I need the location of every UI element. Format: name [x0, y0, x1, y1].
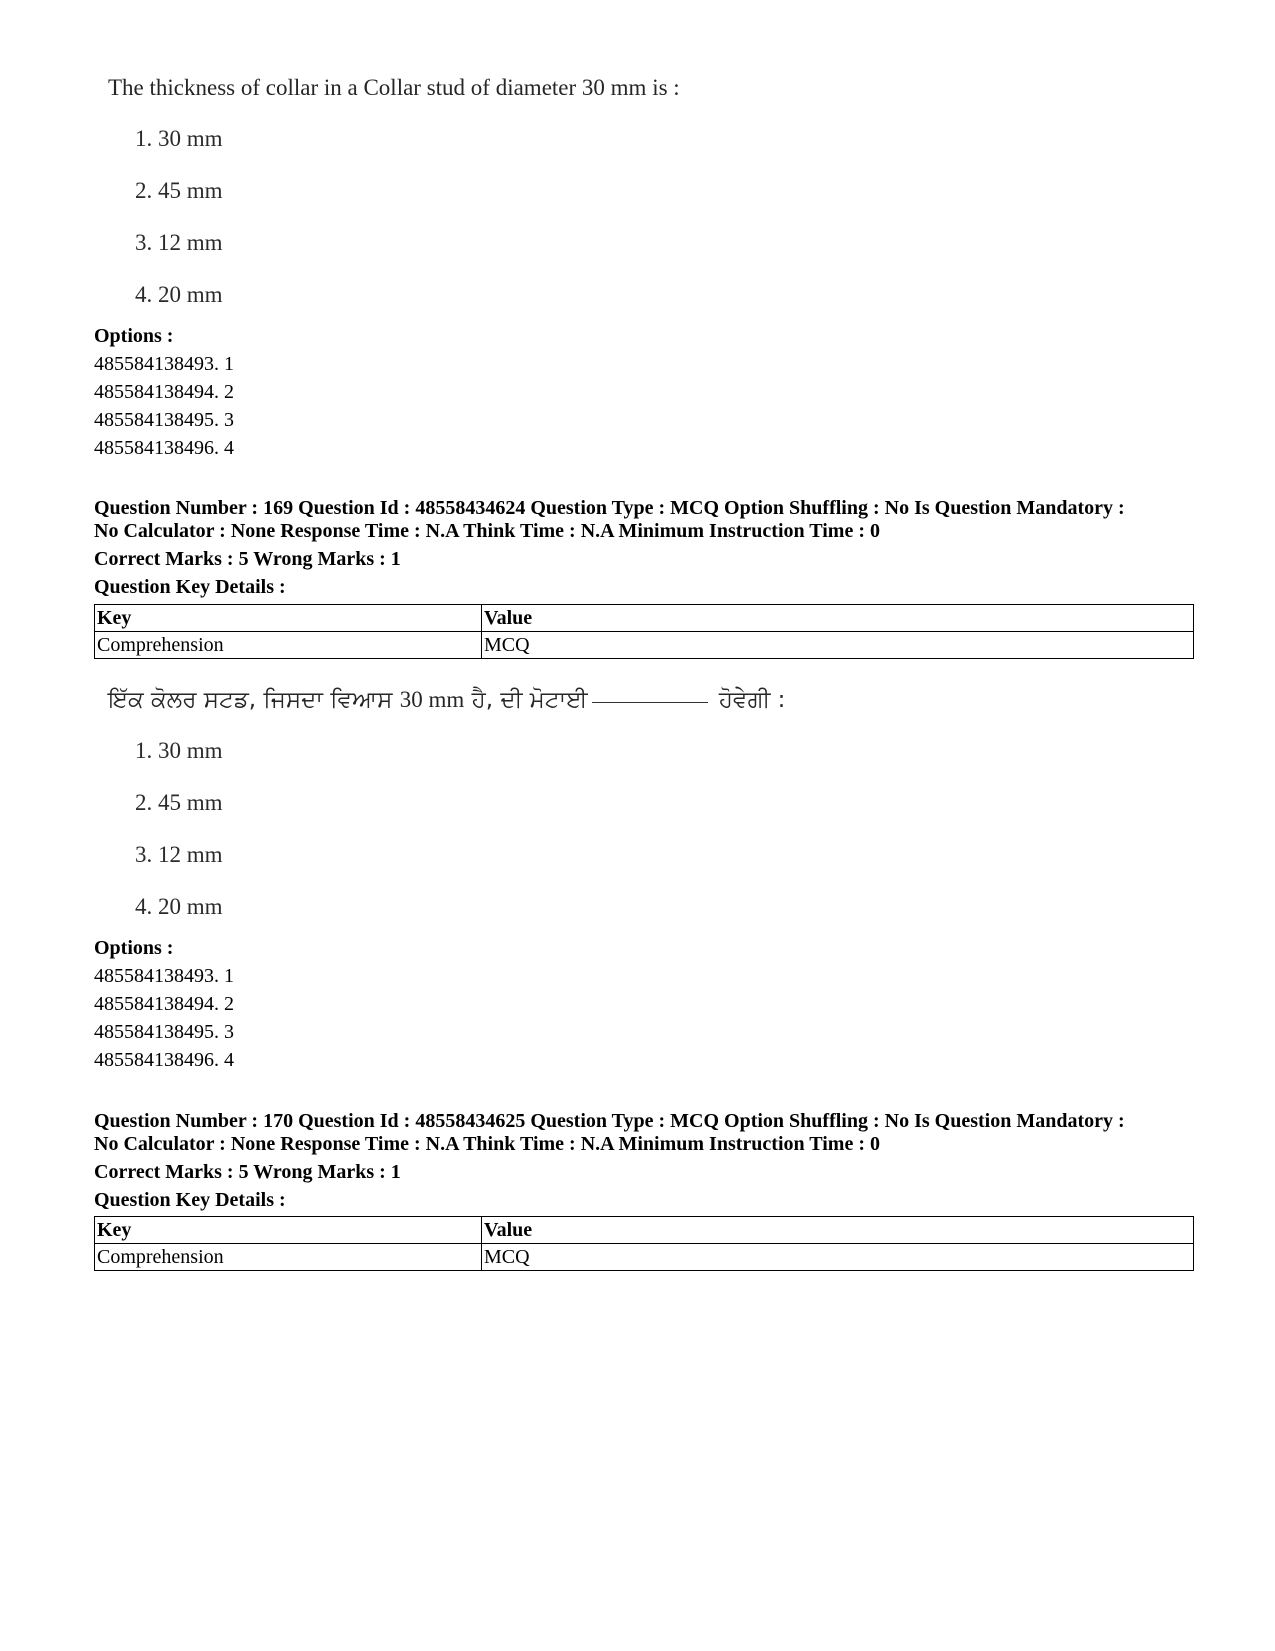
key-details-label: Question Key Details :: [94, 576, 286, 598]
choice-item: 2. 45 mm: [135, 790, 223, 815]
answer-blank: [592, 702, 708, 703]
options-label: Options :: [94, 937, 174, 959]
choice-item: 1. 30 mm: [135, 126, 223, 151]
question-meta: [94, 1110, 1204, 1214]
choice-item: 3. 12 mm: [135, 230, 223, 255]
table-header-key: Key: [95, 1217, 482, 1244]
options-list: [94, 934, 1204, 1074]
question-stem-text: ਹੋਵੇਗੀ :: [718, 687, 786, 713]
options-label: Options :: [94, 325, 174, 347]
choice-item: 1. 30 mm: [135, 738, 223, 763]
choice-item: 2. 45 mm: [135, 178, 223, 203]
question-meta: [94, 497, 1204, 601]
question-key-table: [94, 604, 1194, 659]
question-image-english: [108, 72, 1168, 322]
choice-item: 4. 20 mm: [135, 282, 223, 307]
question-stem-text: 30 mm: [399, 687, 465, 712]
table-header-row: [95, 605, 1194, 632]
option-item: 485584138496. 4: [94, 437, 234, 459]
choice-item: 3. 12 mm: [135, 842, 223, 867]
table-header-value: Value: [482, 605, 1194, 632]
table-row: [95, 1244, 1194, 1271]
choice-item: 4. 20 mm: [135, 894, 223, 919]
option-item: 485584138495. 3: [94, 1021, 234, 1043]
table-cell-key: Comprehension: [95, 632, 482, 659]
option-item: 485584138494. 2: [94, 381, 234, 403]
table-header-key: Key: [95, 605, 482, 632]
key-details-label: Question Key Details :: [94, 1189, 286, 1211]
options-list: [94, 322, 1204, 462]
question-stem: The thickness of collar in a Collar stud of diameter 30 mm is :: [108, 75, 680, 100]
table-cell-key: Comprehension: [95, 1244, 482, 1271]
question-stem-text: ਹੈ, ਦੀ ਮੋਟਾਈ: [471, 687, 588, 713]
option-item: 485584138493. 1: [94, 965, 234, 987]
option-item: 485584138496. 4: [94, 1049, 234, 1071]
marks-line: Correct Marks : 5 Wrong Marks : 1: [94, 548, 401, 570]
question-meta-line: Question Number : 170 Question Id : 48558434625 Question Type : MCQ Option Shuffling : No Is Question Mandatory :: [94, 1110, 1125, 1132]
question-image-punjabi: [108, 684, 1168, 934]
option-item: 485584138493. 1: [94, 353, 234, 375]
table-row: [95, 632, 1194, 659]
table-header-row: [95, 1217, 1194, 1244]
marks-line: Correct Marks : 5 Wrong Marks : 1: [94, 1161, 401, 1183]
table-cell-value: MCQ: [482, 632, 1194, 659]
question-meta-line: No Calculator : None Response Time : N.A Think Time : N.A Minimum Instruction Time : 0: [94, 1133, 880, 1155]
question-stem-text: ਇੱਕ ਕੋਲਰ ਸਟਡ, ਜਿਸਦਾ ਵਿਆਸ: [108, 687, 393, 713]
table-header-value: Value: [482, 1217, 1194, 1244]
question-meta-line: No Calculator : None Response Time : N.A Think Time : N.A Minimum Instruction Time : 0: [94, 520, 880, 542]
table-cell-value: MCQ: [482, 1244, 1194, 1271]
question-key-table: [94, 1216, 1194, 1271]
option-item: 485584138494. 2: [94, 993, 234, 1015]
question-stem: [108, 684, 1168, 716]
option-item: 485584138495. 3: [94, 409, 234, 431]
question-meta-line: Question Number : 169 Question Id : 48558434624 Question Type : MCQ Option Shuffling : No Is Question Mandatory :: [94, 497, 1125, 519]
